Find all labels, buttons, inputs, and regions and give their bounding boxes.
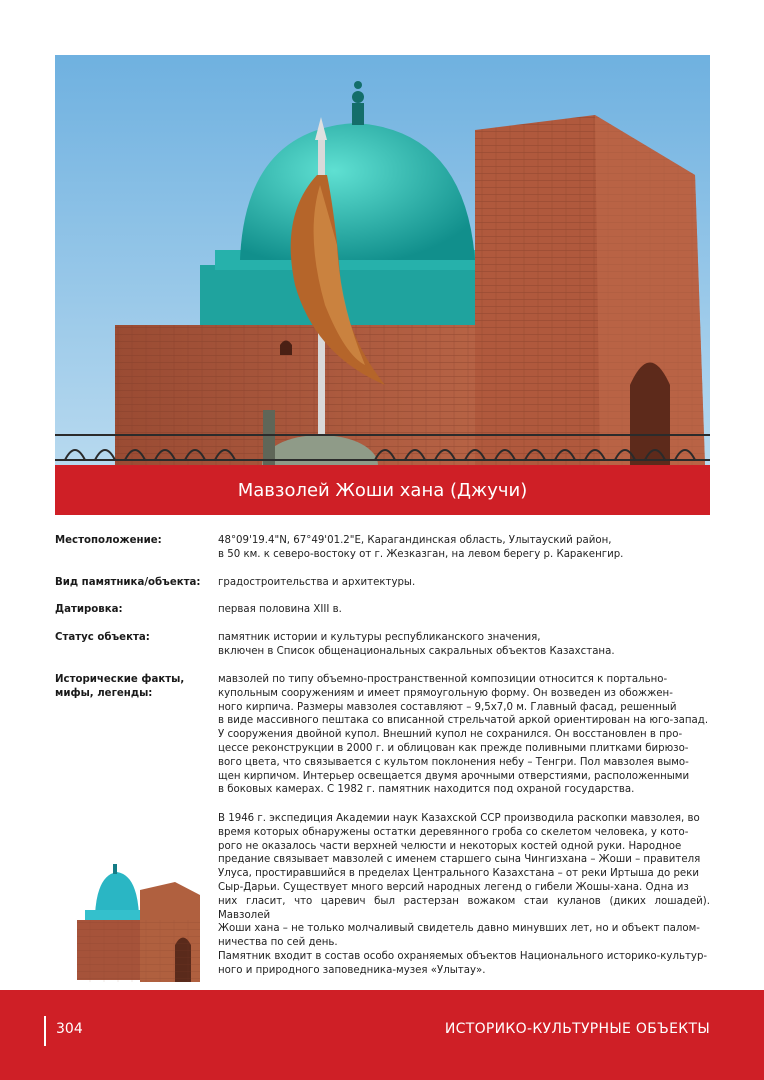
location-value (218, 534, 710, 562)
text-line: У сооружения двойной купол. Внешний купол не сохранился. Он восстановлен в про- (218, 729, 683, 741)
status-label: Статус объекта: (55, 632, 150, 643)
text-line: в виде массивного пештака со вписанной стрельчатой аркой ориентирован на юго-запад. (218, 715, 709, 727)
footer-band (0, 990, 764, 1080)
history-label (55, 673, 205, 701)
text-line: цессе реконструкции в 2000 г. и облицован как прежде поливными плитками бирюзо- (218, 742, 689, 754)
status-line: включен в Список общенациональных сакральных объектов Казахстана. (218, 645, 615, 657)
text-line: мавзолей по типу объемно-пространственной композиции относится к портально- (218, 674, 668, 685)
text-line: них гласит, что царевич был растерзан вожаком стаи куланов (диких лошадей). Мавзолей (218, 895, 710, 921)
text-line: ного кирпича. Размеры мавзолея составляют – 9,5х7,0 м. Главный фасад, решенный (218, 701, 677, 713)
text-line: Улуса, простиравшийся в пределах Центрального Казахстана – от реки Иртыша до реки (218, 868, 699, 880)
page-number: 304 (56, 1021, 83, 1037)
text-line: Памятник входит в состав особо охраняемых объектов Национального историко-культур- (218, 951, 708, 962)
text-line: в боковых камерах. С 1982 г. памятник находится под охраной государства. (218, 784, 635, 796)
location-line: 48°09'19.4"N, 67°49'01.2"E, Карагандинская область, Улытауский район, (218, 535, 612, 546)
history-label-line: Исторические факты, (55, 674, 185, 685)
type-value: градостроительства и архитектуры. (218, 577, 416, 588)
paragraph-reserve (218, 950, 710, 978)
mausoleum-thumbnail (55, 860, 205, 985)
paragraph-excavation (218, 812, 710, 950)
text-line: В 1946 г. экспедиция Академии наук Казахской ССР производила раскопки мавзолея, во (218, 813, 700, 824)
hero-photo (55, 55, 710, 465)
text-line: рого не оказалось части верхней челюсти и некоторых костей одной руки. Народное (218, 840, 682, 852)
dating-value: первая половина XIII в. (218, 604, 342, 615)
text-line: вого цвета, что связывается с культом поклонения небу – Тенгри. Пол мавзолея вымо- (218, 756, 689, 768)
text-line: Жоши хана – не только молчаливый свидетель давно минувших лет, но и объект палом- (218, 923, 700, 935)
location-line: в 50 км. к северо-востоку от г. Жезказган, на левом берегу р. Каракенгир. (218, 548, 624, 560)
mausoleum-illustration (55, 55, 710, 465)
text-line: ничества по сей день. (218, 937, 338, 949)
thumbnail-photo (55, 860, 205, 985)
text-line: Сыр-Дарьи. Существует много версий народных легенд о гибели Жошы-хана. Одна из (218, 881, 689, 893)
text-line: ного и природного заповедника-музея «Улытау». (218, 964, 486, 976)
location-label: Местоположение: (55, 535, 162, 546)
footer-divider (44, 1016, 46, 1046)
dating-label: Датировка: (55, 604, 123, 615)
text-line: предание связывает мавзолей с именем старшего сына Чингизхана – Жоши – правителя (218, 854, 701, 866)
text-line: время которых обнаружены остатки деревянного гроба со скелетом человека, у кото- (218, 826, 689, 838)
section-title: ИСТОРИКО-КУЛЬТУРНЫЕ ОБЪЕКТЫ (444, 1021, 710, 1037)
page-title: Мавзолей Жоши хана (Джучи) (237, 479, 528, 501)
history-label-line: мифы, легенды: (55, 687, 153, 699)
type-label: Вид памятника/объекта: (55, 577, 201, 588)
text-line: купольным сооружениям и имеет прямоугольную форму. Он возведен из обожжен- (218, 687, 673, 699)
title-banner (55, 465, 710, 515)
status-line: памятник истории и культуры республиканского значения, (218, 632, 541, 643)
status-value (218, 631, 710, 659)
paragraph-description (218, 673, 710, 797)
text-line: щен кирпичом. Интерьер освещается двумя арочными отверстиями, расположенными (218, 770, 690, 782)
